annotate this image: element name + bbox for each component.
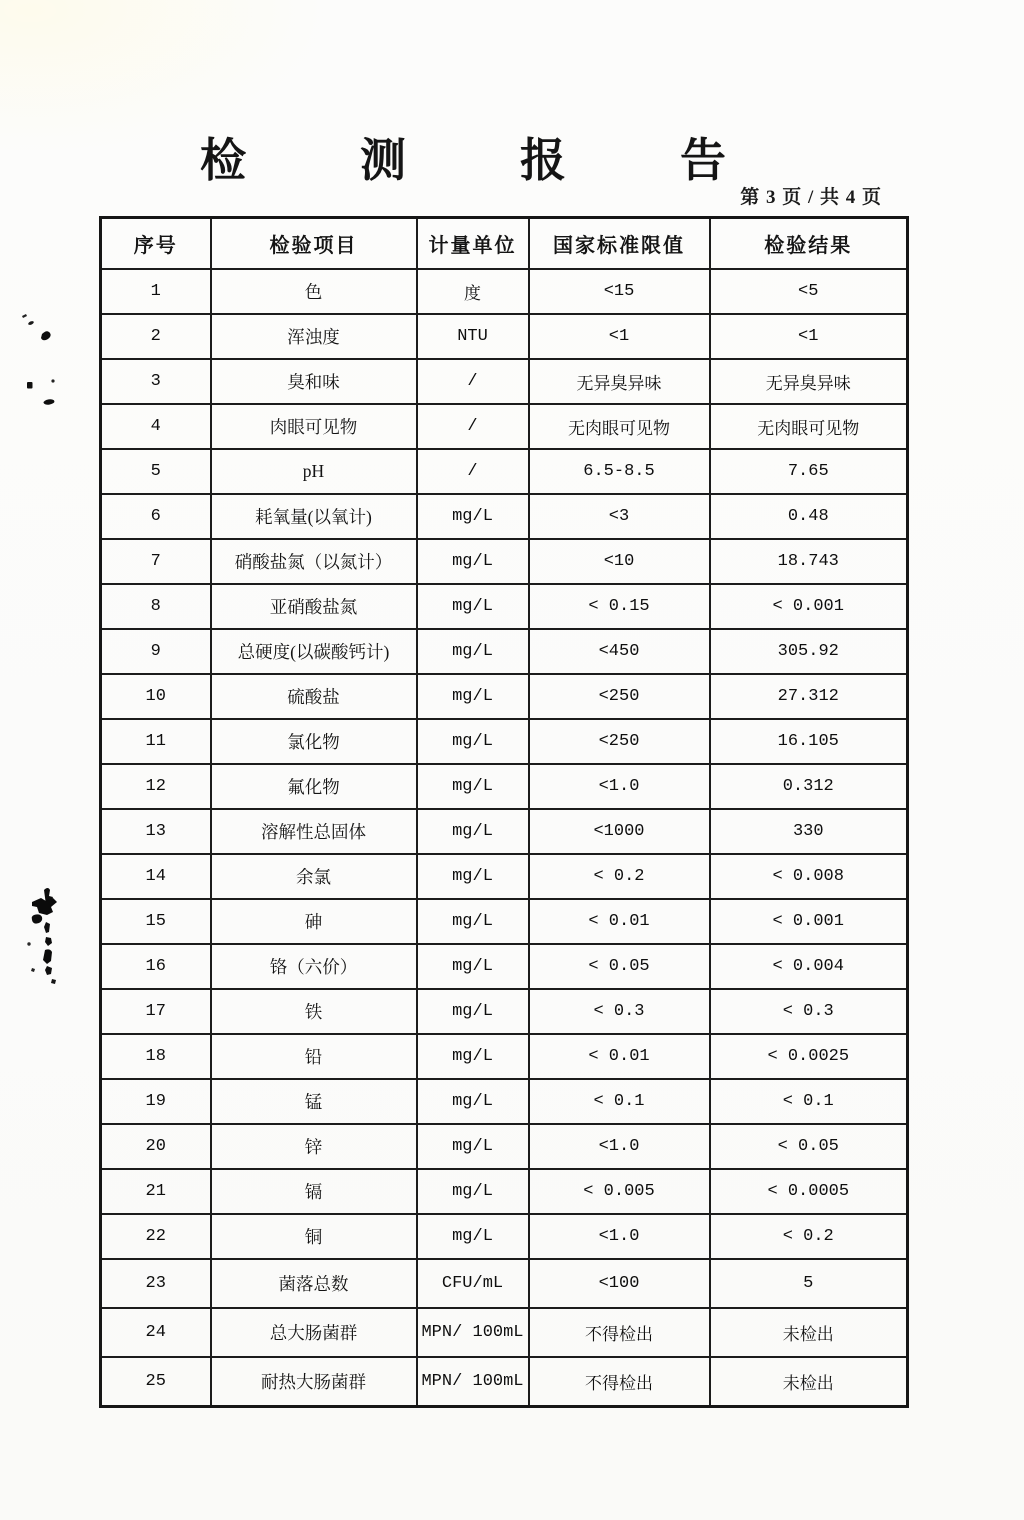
cell-seq-no: 19 xyxy=(101,1079,211,1124)
cell-unit: / xyxy=(417,449,529,494)
table-row xyxy=(101,764,908,809)
cell-test-result: < 0.0025 xyxy=(710,1034,908,1079)
cell-test-item: 铜 xyxy=(211,1214,417,1259)
table-row xyxy=(101,359,908,404)
cell-test-item: 肉眼可见物 xyxy=(211,404,417,449)
cell-test-result: <5 xyxy=(710,269,908,314)
cell-unit: mg/L xyxy=(417,539,529,584)
cell-seq-no: 12 xyxy=(101,764,211,809)
cell-standard-limit: <250 xyxy=(529,674,710,719)
cell-test-item: 镉 xyxy=(211,1169,417,1214)
table-header-row xyxy=(101,218,908,270)
cell-test-result: < 0.0005 xyxy=(710,1169,908,1214)
table-row xyxy=(101,1079,908,1124)
cell-unit: mg/L xyxy=(417,1079,529,1124)
cell-seq-no: 14 xyxy=(101,854,211,899)
cell-test-item: 铬（六价） xyxy=(211,944,417,989)
cell-test-result: < 0.05 xyxy=(710,1124,908,1169)
cell-seq-no: 23 xyxy=(101,1259,211,1308)
cell-standard-limit: 无异臭异味 xyxy=(529,359,710,404)
cell-standard-limit: 不得检出 xyxy=(529,1308,710,1357)
cell-seq-no: 8 xyxy=(101,584,211,629)
cell-test-item: 亚硝酸盐氮 xyxy=(211,584,417,629)
cell-test-result: 27.312 xyxy=(710,674,908,719)
cell-standard-limit: <450 xyxy=(529,629,710,674)
cell-seq-no: 5 xyxy=(101,449,211,494)
cell-seq-no: 3 xyxy=(101,359,211,404)
cell-test-result: 无异臭异味 xyxy=(710,359,908,404)
cell-seq-no: 24 xyxy=(101,1308,211,1357)
cell-unit: mg/L xyxy=(417,989,529,1034)
cell-test-result: 0.312 xyxy=(710,764,908,809)
cell-standard-limit: <3 xyxy=(529,494,710,539)
table-row xyxy=(101,899,908,944)
cell-seq-no: 22 xyxy=(101,1214,211,1259)
cell-standard-limit: <15 xyxy=(529,269,710,314)
cell-unit: mg/L xyxy=(417,584,529,629)
cell-unit: mg/L xyxy=(417,899,529,944)
cell-test-result: < 0.1 xyxy=(710,1079,908,1124)
cell-test-item: 浑浊度 xyxy=(211,314,417,359)
table-row xyxy=(101,854,908,899)
table-row xyxy=(101,404,908,449)
cell-standard-limit: < 0.15 xyxy=(529,584,710,629)
cell-seq-no: 7 xyxy=(101,539,211,584)
cell-test-item: 余氯 xyxy=(211,854,417,899)
cell-unit: MPN/ 100mL xyxy=(417,1308,529,1357)
cell-test-result: 18.743 xyxy=(710,539,908,584)
cell-unit: mg/L xyxy=(417,764,529,809)
table-row xyxy=(101,1124,908,1169)
cell-unit: / xyxy=(417,359,529,404)
cell-unit: mg/L xyxy=(417,1169,529,1214)
cell-standard-limit: < 0.1 xyxy=(529,1079,710,1124)
cell-seq-no: 9 xyxy=(101,629,211,674)
table-row xyxy=(101,269,908,314)
cell-seq-no: 13 xyxy=(101,809,211,854)
cell-seq-no: 18 xyxy=(101,1034,211,1079)
cell-test-item: 臭和味 xyxy=(211,359,417,404)
cell-unit: 度 xyxy=(417,269,529,314)
cell-unit: NTU xyxy=(417,314,529,359)
cell-standard-limit: < 0.01 xyxy=(529,899,710,944)
cell-test-result: 7.65 xyxy=(710,449,908,494)
cell-test-item: 铁 xyxy=(211,989,417,1034)
cell-seq-no: 20 xyxy=(101,1124,211,1169)
cell-standard-limit: < 0.01 xyxy=(529,1034,710,1079)
cell-unit: CFU/mL xyxy=(417,1259,529,1308)
cell-test-result: 未检出 xyxy=(710,1357,908,1407)
cell-seq-no: 4 xyxy=(101,404,211,449)
cell-standard-limit: < 0.3 xyxy=(529,989,710,1034)
cell-seq-no: 10 xyxy=(101,674,211,719)
cell-test-result: <1 xyxy=(710,314,908,359)
cell-test-result: < 0.3 xyxy=(710,989,908,1034)
cell-test-result: 305.92 xyxy=(710,629,908,674)
report-title: 检 测 报 告 xyxy=(200,134,777,186)
cell-test-result: 无肉眼可见物 xyxy=(710,404,908,449)
cell-test-item: 耐热大肠菌群 xyxy=(211,1357,417,1407)
cell-standard-limit: <100 xyxy=(529,1259,710,1308)
cell-test-result: 0.48 xyxy=(710,494,908,539)
cell-unit: mg/L xyxy=(417,494,529,539)
cell-seq-no: 2 xyxy=(101,314,211,359)
table-row xyxy=(101,719,908,764)
cell-test-item: 锌 xyxy=(211,1124,417,1169)
table-row xyxy=(101,1259,908,1308)
cell-test-item: 硝酸盐氮（以氮计） xyxy=(211,539,417,584)
header-test-item: 检验项目 xyxy=(211,218,417,270)
cell-standard-limit: 不得检出 xyxy=(529,1357,710,1407)
cell-unit: mg/L xyxy=(417,944,529,989)
cell-standard-limit: 无肉眼可见物 xyxy=(529,404,710,449)
cell-test-item: 菌落总数 xyxy=(211,1259,417,1308)
cell-standard-limit: <1.0 xyxy=(529,764,710,809)
table-row xyxy=(101,1169,908,1214)
ink-smudge xyxy=(22,882,72,997)
table-row xyxy=(101,1357,908,1407)
cell-unit: mg/L xyxy=(417,1124,529,1169)
table-row xyxy=(101,494,908,539)
cell-test-item: 铅 xyxy=(211,1034,417,1079)
cell-standard-limit: < 0.05 xyxy=(529,944,710,989)
cell-seq-no: 25 xyxy=(101,1357,211,1407)
cell-standard-limit: < 0.2 xyxy=(529,854,710,899)
cell-test-item: 砷 xyxy=(211,899,417,944)
cell-standard-limit: <1.0 xyxy=(529,1214,710,1259)
table-row xyxy=(101,629,908,674)
table-row xyxy=(101,1214,908,1259)
table-row xyxy=(101,449,908,494)
cell-seq-no: 16 xyxy=(101,944,211,989)
cell-unit: mg/L xyxy=(417,629,529,674)
header-standard-limit: 国家标准限值 xyxy=(529,218,710,270)
cell-unit: mg/L xyxy=(417,674,529,719)
cell-unit: mg/L xyxy=(417,854,529,899)
header-seq-no: 序号 xyxy=(101,218,211,270)
cell-test-result: < 0.001 xyxy=(710,584,908,629)
cell-standard-limit: <250 xyxy=(529,719,710,764)
cell-test-item: 总硬度(以碳酸钙计) xyxy=(211,629,417,674)
cell-test-result: < 0.001 xyxy=(710,899,908,944)
cell-unit: mg/L xyxy=(417,809,529,854)
cell-test-item: 总大肠菌群 xyxy=(211,1308,417,1357)
table-row xyxy=(101,584,908,629)
cell-standard-limit: <1.0 xyxy=(529,1124,710,1169)
cell-seq-no: 15 xyxy=(101,899,211,944)
cell-test-item: 氯化物 xyxy=(211,719,417,764)
cell-test-item: 锰 xyxy=(211,1079,417,1124)
table-row xyxy=(101,539,908,584)
cell-test-item: 色 xyxy=(211,269,417,314)
table-row xyxy=(101,809,908,854)
cell-unit: mg/L xyxy=(417,1214,529,1259)
cell-standard-limit: <10 xyxy=(529,539,710,584)
table-row xyxy=(101,944,908,989)
cell-unit: mg/L xyxy=(417,1034,529,1079)
cell-seq-no: 1 xyxy=(101,269,211,314)
cell-unit: / xyxy=(417,404,529,449)
cell-test-result: < 0.004 xyxy=(710,944,908,989)
cell-test-result: 16.105 xyxy=(710,719,908,764)
table-row xyxy=(101,314,908,359)
cell-test-item: pH xyxy=(211,449,417,494)
table-row xyxy=(101,1034,908,1079)
cell-standard-limit: <1000 xyxy=(529,809,710,854)
cell-test-item: 溶解性总固体 xyxy=(211,809,417,854)
cell-seq-no: 11 xyxy=(101,719,211,764)
cell-test-result: < 0.008 xyxy=(710,854,908,899)
cell-seq-no: 21 xyxy=(101,1169,211,1214)
cell-standard-limit: 6.5-8.5 xyxy=(529,449,710,494)
header-unit: 计量单位 xyxy=(417,218,529,270)
cell-standard-limit: <1 xyxy=(529,314,710,359)
cell-test-item: 氟化物 xyxy=(211,764,417,809)
cell-unit: mg/L xyxy=(417,719,529,764)
cell-test-result: 未检出 xyxy=(710,1308,908,1357)
cell-unit: MPN/ 100mL xyxy=(417,1357,529,1407)
table-row xyxy=(101,674,908,719)
table-row xyxy=(101,1308,908,1357)
ink-specks xyxy=(12,306,72,416)
cell-standard-limit: < 0.005 xyxy=(529,1169,710,1214)
cell-test-item: 耗氧量(以氧计) xyxy=(211,494,417,539)
page-indicator: 第 3 页 / 共 4 页 xyxy=(740,187,882,208)
cell-seq-no: 17 xyxy=(101,989,211,1034)
header-test-result: 检验结果 xyxy=(710,218,908,270)
cell-test-result: 5 xyxy=(710,1259,908,1308)
cell-test-result: 330 xyxy=(710,809,908,854)
cell-test-item: 硫酸盐 xyxy=(211,674,417,719)
cell-test-result: < 0.2 xyxy=(710,1214,908,1259)
cell-seq-no: 6 xyxy=(101,494,211,539)
test-results-table xyxy=(99,216,909,1408)
table-row xyxy=(101,989,908,1034)
